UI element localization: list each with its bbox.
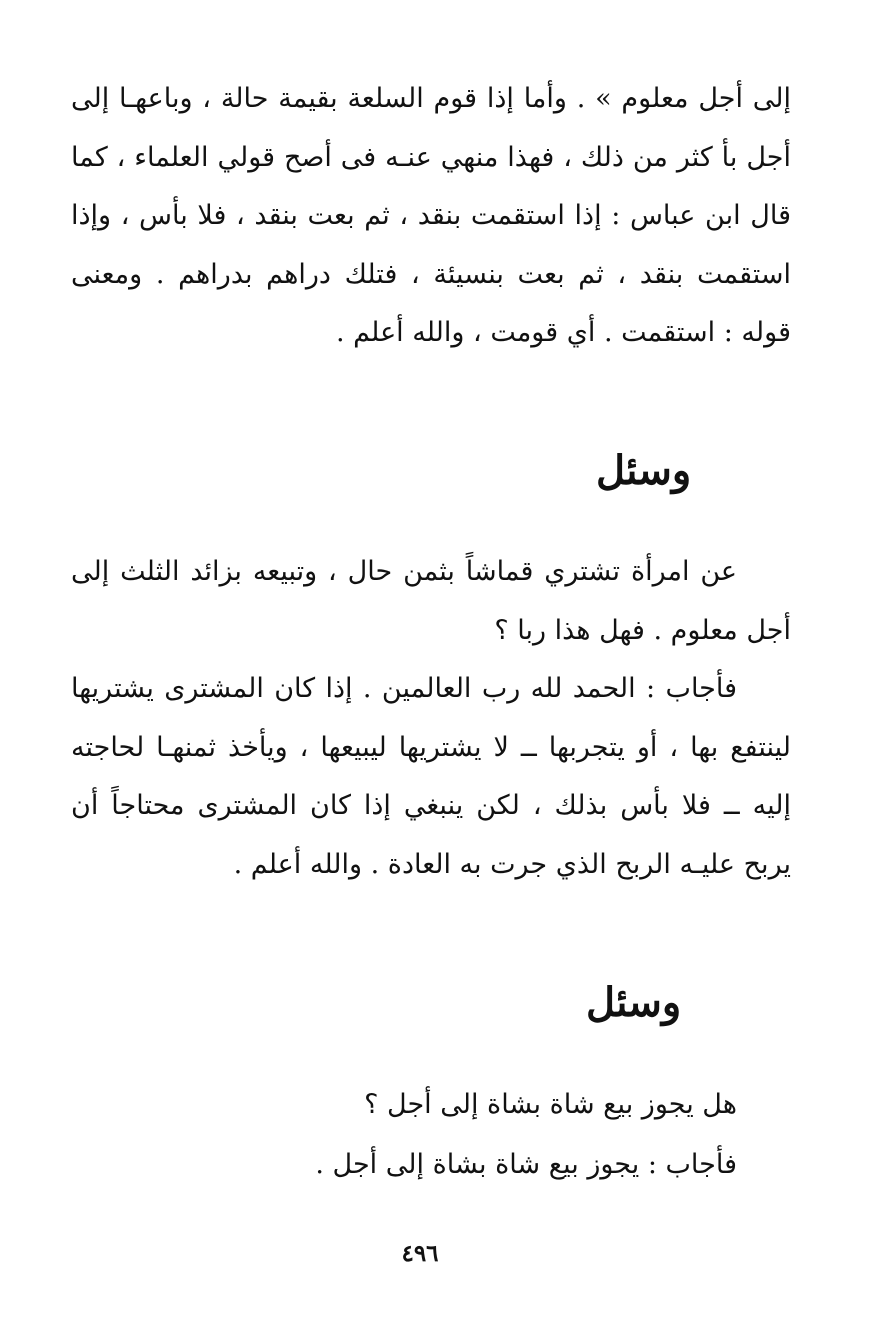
answer-paragraph-1: فأجاب : الحمد لله رب العالمين . إذا كان المشترى يشتريها لينتفع بها ، أو يتجربها ــ لا يشتريها ليبيعها ، ويأخذ ثمنهـا لحاجته إليه ــ فلا بأس بذلك ، لكن ينبغي إذا كان المشترى محتاجاً أن يربح عليـه الربح الذي جرت به العادة . والله أعلم . — [71, 673, 791, 880]
question-paragraph-2: هل يجوز بيع شاة بشاة إلى أجل ؟ — [364, 1089, 737, 1120]
paragraph-continuation: إلى أجل معلوم » . وأما إذا قوم السلعة بقيمة حالة ، وباعهـا إلى أجل بأ كثر من ذلك ، فهذا منهي عنـه فى أصح قولي العلماء ، كما قال ابن عباس : إذا استقمت بنقد ، ثم بعت بنقد ، فلا بأس ، وإذا استقمت بنقد ، ثم بعت بنسيئة ، فتلك دراهم بدراهم . ومعنى قوله : استقمت . أي قومت ، والله أعلم . — [71, 83, 791, 348]
question-paragraph-1: عن امرأة تشتري قماشاً بثمن حال ، وتبيعه بزائد الثلث إلى أجل معلوم . فهل هذا ربا ؟ — [71, 556, 791, 646]
section-heading-1: وسئل — [596, 447, 692, 494]
answer-paragraph-2: فأجاب : يجوز بيع شاة بشاة إلى أجل . — [315, 1149, 737, 1180]
page-number: ٤٩٦ — [401, 1240, 439, 1267]
section-heading-2: وسئل — [586, 979, 682, 1026]
